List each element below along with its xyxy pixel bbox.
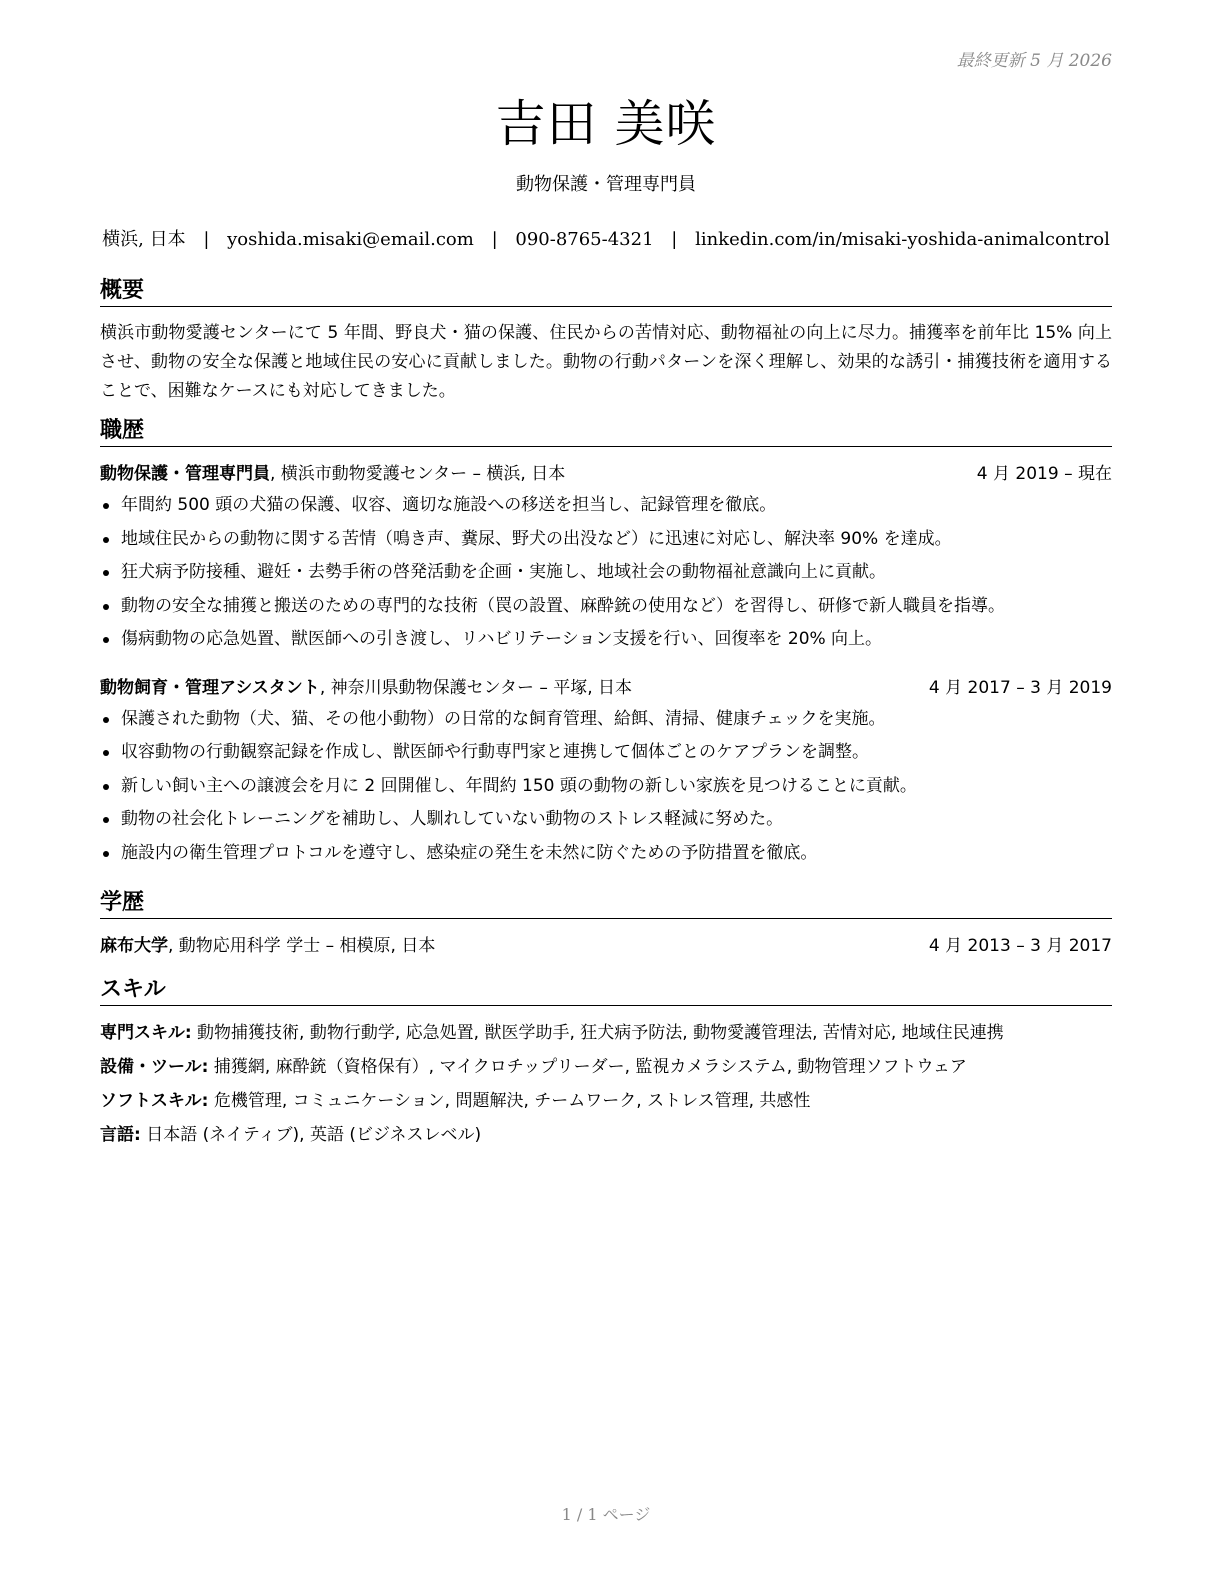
- bullet-item: 保護された動物（犬、猫、その他小動物）の日常的な飼育管理、給餌、清掃、健康チェックを実施。: [100, 703, 1112, 737]
- job-role: 動物保護・管理専門員: [100, 464, 270, 484]
- person-name: 吉田 美咲: [495, 95, 717, 153]
- education-entry: [100, 933, 1112, 959]
- skill-value: 捕獲網, 麻酔銃（資格保有）, マイクロチップリーダー, 監視カメラシステム, 動物管理ソフトウェア: [208, 1057, 967, 1077]
- experience-heading: 職歴: [100, 418, 1112, 447]
- skill-label: ソフトスキル:: [100, 1091, 209, 1111]
- job-bullets: [100, 489, 1112, 657]
- skill-value: 危機管理, コミュニケーション, 問題解決, チームワーク, ストレス管理, 共感性: [208, 1091, 811, 1111]
- resume-page: [100, 0, 1112, 1584]
- summary-text: 横浜市動物愛護センターにて 5 年間、野良犬・猫の保護、住民からの苦情対応、動物福祉の向上に尽力。捕獲率を前年比 15% 向上させ、動物の安全な保護と地域住民の安心に貢献しました。動物の行動パターンを深く理解し、効果的な誘引・捕獲技術を適用することで、困難なケースにも対応してきました。: [100, 323, 1112, 401]
- job-dates: 4 月 2017 – 3 月 2019: [928, 677, 1112, 698]
- education-dates: 4 月 2013 – 3 月 2017: [928, 936, 1112, 956]
- job-dates: 4 月 2019 – 現在: [976, 464, 1112, 484]
- education-school-degree: [100, 933, 435, 959]
- bullet-item: 地域住民からの動物に関する苦情（鳴き声、糞尿、野犬の出没など）に迅速に対応し、解決率 90% を達成。: [100, 523, 1112, 557]
- job-header: [100, 461, 1112, 487]
- job-role: 動物飼育・管理アシスタント: [100, 677, 320, 698]
- contact-email[interactable]: yoshida.misaki@email.com: [227, 229, 474, 250]
- job-role-org: [100, 461, 565, 487]
- summary-heading: 概要: [100, 278, 1112, 307]
- education-degree: , 動物応用科学 学士 – 相模原, 日本: [168, 936, 436, 956]
- contact-location: 横浜, 日本: [102, 229, 186, 250]
- last-updated: 最終更新 5 月 2026: [956, 51, 1112, 71]
- bullet-item: 動物の安全な捕獲と搬送のための専門的な技術（罠の設置、麻酔銃の使用など）を習得し、研修で新人職員を指導。: [100, 590, 1112, 624]
- job-role-org: [100, 675, 632, 701]
- skill-label: 言語:: [100, 1125, 141, 1145]
- job-entry: [100, 461, 1112, 657]
- skill-value: 動物捕獲技術, 動物行動学, 応急処置, 獣医学助手, 狂犬病予防法, 動物愛護管理法, 苦情対応, 地域住民連携: [191, 1023, 1004, 1043]
- skill-label: 設備・ツール:: [100, 1057, 209, 1077]
- contact-line: [100, 225, 1112, 251]
- bullet-item: 動物の社会化トレーニングを補助し、人馴れしていない動物のストレス軽減に努めた。: [100, 803, 1112, 837]
- bullet-item: 狂犬病予防接種、避妊・去勢手術の啓発活動を企画・実施し、地域社会の動物福祉意識向上に貢献。: [100, 556, 1112, 590]
- skill-row: [100, 1020, 1112, 1046]
- education-section: [100, 890, 1112, 959]
- job-bullets: [100, 703, 1112, 871]
- contact-separator: |: [203, 229, 210, 250]
- skill-value: 日本語 (ネイティブ), 英語 (ビジネスレベル): [140, 1125, 482, 1145]
- contact-separator: |: [671, 229, 678, 250]
- contact-phone[interactable]: 090-8765-4321: [515, 229, 654, 250]
- education-school: 麻布大学: [100, 936, 168, 956]
- skill-label: 専門スキル:: [100, 1023, 192, 1043]
- bullet-item: 施設内の衛生管理プロトコルを遵守し、感染症の発生を未然に防ぐための予防措置を徹底。: [100, 837, 1112, 871]
- skills-section: [100, 977, 1112, 1148]
- page-number: 1 / 1 ページ: [561, 1505, 651, 1524]
- skill-row: [100, 1054, 1112, 1080]
- skills-heading: スキル: [100, 977, 1112, 1006]
- job-org: , 神奈川県動物保護センター – 平塚, 日本: [319, 677, 633, 698]
- job-header: [100, 675, 1112, 701]
- job-title: 動物保護・管理専門員: [516, 174, 696, 195]
- education-heading: 学歴: [100, 890, 1112, 919]
- contact-linkedin[interactable]: linkedin.com/in/misaki-yoshida-animalcontrol: [695, 229, 1110, 250]
- summary-section: [100, 278, 1112, 406]
- skill-row: [100, 1088, 1112, 1114]
- bullet-item: 新しい飼い主への譲渡会を月に 2 回開催し、年間約 150 頭の動物の新しい家族を見つけることに貢献。: [100, 770, 1112, 804]
- bullet-item: 傷病動物の応急処置、獣医師への引き渡し、リハビリテーション支援を行い、回復率を 20% 向上。: [100, 623, 1112, 657]
- job-org: , 横浜市動物愛護センター – 横浜, 日本: [270, 464, 566, 484]
- skill-row: [100, 1122, 1112, 1148]
- job-entry: [100, 675, 1112, 871]
- bullet-item: 年間約 500 頭の犬猫の保護、収容、適切な施設への移送を担当し、記録管理を徹底。: [100, 489, 1112, 523]
- contact-separator: |: [491, 229, 498, 250]
- experience-section: [100, 418, 1112, 870]
- bullet-item: 収容動物の行動観察記録を作成し、獣医師や行動専門家と連携して個体ごとのケアプランを調整。: [100, 736, 1112, 770]
